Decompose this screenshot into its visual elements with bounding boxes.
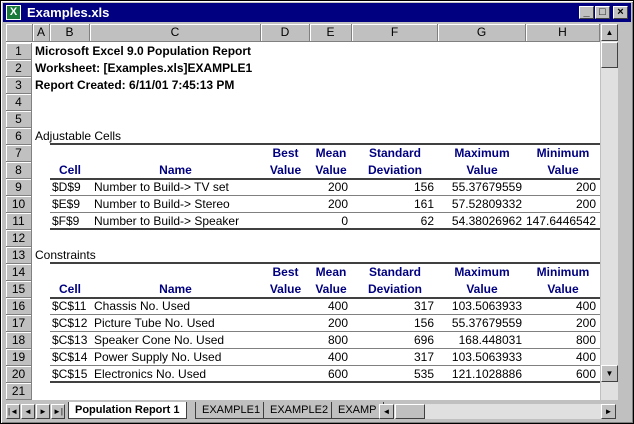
- column-header-a[interactable]: A: [33, 24, 50, 42]
- adjustable-header-top-5: Maximum: [454, 146, 510, 160]
- row-header-21[interactable]: 21: [6, 383, 32, 400]
- adjustable-cell-value[interactable]: 55.37679559: [451, 180, 522, 194]
- adjustable-cell-value[interactable]: 161: [413, 197, 434, 211]
- adjustable-header-bottom-4: Deviation: [367, 163, 422, 177]
- adjustable-cell-value[interactable]: 200: [327, 197, 348, 211]
- adjustable-header-bottom-1: Name: [159, 163, 192, 177]
- constraints-cell-value[interactable]: 800: [327, 333, 348, 347]
- first-sheet-icon[interactable]: |◄: [6, 404, 20, 419]
- constraints-cell-ref[interactable]: $C$12: [52, 316, 88, 330]
- constraints-cell-value[interactable]: 55.37679559: [451, 316, 522, 330]
- tab-examp[interactable]: EXAMP: [331, 402, 384, 419]
- adjustable-header-bottom-5: Value: [466, 163, 498, 177]
- row-header-8[interactable]: 8: [6, 162, 32, 179]
- adjustable-header-bottom-6: Value: [547, 163, 579, 177]
- adjustable-cell-name[interactable]: Number to Build-> TV set: [94, 180, 229, 194]
- column-header-b[interactable]: B: [50, 24, 90, 42]
- constraints-cell-value[interactable]: 121.1028886: [451, 367, 522, 381]
- row-header-20[interactable]: 20: [6, 366, 32, 383]
- row-header-18[interactable]: 18: [6, 332, 32, 349]
- constraints-cell-value[interactable]: 400: [327, 299, 348, 313]
- constraints-cell-value[interactable]: 400: [575, 299, 596, 313]
- title-bar[interactable]: [3, 3, 631, 22]
- constraints-header-top-5: Maximum: [454, 265, 510, 279]
- column-header-d[interactable]: D: [261, 24, 310, 42]
- maximize-button[interactable]: □: [595, 6, 610, 19]
- adjustable-cell-value[interactable]: 54.38026962: [451, 214, 522, 228]
- constraints-cell-name[interactable]: Speaker Cone No. Used: [94, 333, 225, 347]
- row-header-15[interactable]: 15: [6, 281, 32, 298]
- constraints-cell-value[interactable]: 800: [575, 333, 596, 347]
- adjustable-cell-value[interactable]: 57.52809332: [451, 197, 522, 211]
- constraints-header-top-1: [90, 264, 261, 281]
- adjustable-header-bottom-0: Cell: [58, 163, 81, 177]
- adjustable-header-top-0: [50, 145, 90, 162]
- constraints-cell-name[interactable]: Chassis No. Used: [94, 299, 191, 313]
- constraints-cell-value[interactable]: 156: [413, 316, 434, 330]
- constraints-cell-value[interactable]: 317: [413, 350, 434, 364]
- row-header-5[interactable]: 5: [6, 111, 32, 128]
- constraints-cell-value[interactable]: 317: [413, 299, 434, 313]
- constraints-cell-value[interactable]: 600: [575, 367, 596, 381]
- constraints-cell-name[interactable]: Power Supply No. Used: [94, 350, 222, 364]
- close-button[interactable]: ×: [613, 6, 628, 19]
- adjustable-header-top-1: [90, 145, 261, 162]
- adjustable-cell-value[interactable]: 200: [327, 180, 348, 194]
- adjustable-cell-value[interactable]: 147.6446542: [526, 214, 597, 228]
- constraints-cell-value[interactable]: 400: [327, 350, 348, 364]
- constraints-cell-name[interactable]: Picture Tube No. Used: [94, 316, 215, 330]
- last-sheet-icon[interactable]: ►|: [51, 404, 65, 419]
- constraints-header-top-4: Standard: [368, 265, 421, 279]
- adjustable-cell-value[interactable]: 200: [575, 180, 596, 194]
- constraints-cell-ref[interactable]: $C$13: [52, 333, 88, 347]
- column-header-c[interactable]: C: [90, 24, 261, 42]
- adjustable-cell-value[interactable]: 156: [413, 180, 434, 194]
- constraints-header-bottom-5: Value: [466, 282, 498, 296]
- constraints-bottom-rule: [50, 381, 600, 383]
- row-header-4[interactable]: 4: [6, 94, 32, 111]
- adjustable-header-top-6: Minimum: [536, 146, 590, 160]
- vertical-scrollbar[interactable]: [601, 24, 618, 400]
- adjustable-cell-name[interactable]: Number to Build-> Stereo: [94, 197, 230, 211]
- scroll-right-icon[interactable]: ►: [601, 404, 616, 419]
- constraints-cell-value[interactable]: 600: [327, 367, 348, 381]
- adjustable-header-top-4: Standard: [368, 146, 421, 160]
- row-header-14[interactable]: 14: [6, 264, 32, 281]
- row-header-16[interactable]: 16: [6, 298, 32, 315]
- constraints-cell-value[interactable]: 168.448031: [458, 333, 522, 347]
- adjustable-cell-ref[interactable]: $E$9: [52, 197, 81, 211]
- adjustable-header-bottom-3: Value: [315, 163, 347, 177]
- adjustable-cell-value[interactable]: 200: [575, 197, 596, 211]
- scroll-down-icon[interactable]: ▼: [601, 365, 618, 382]
- row-header-17[interactable]: 17: [6, 315, 32, 332]
- constraints-cell-ref[interactable]: $C$15: [52, 367, 88, 381]
- constraints-header-bottom-6: Value: [547, 282, 579, 296]
- prev-sheet-icon[interactable]: ◄: [21, 404, 35, 419]
- constraints-cell-value[interactable]: 200: [575, 316, 596, 330]
- row-header-2[interactable]: 2: [6, 60, 32, 77]
- adjustable-bottom-rule: [50, 228, 600, 230]
- constraints-section-title: Constraints: [35, 248, 96, 262]
- row-header-13[interactable]: 13: [6, 247, 32, 264]
- adjustable-cell-value[interactable]: 0: [341, 214, 348, 228]
- row-header-9[interactable]: 9: [6, 179, 32, 196]
- adjustable-cell-ref[interactable]: $F$9: [52, 214, 80, 228]
- column-header-g[interactable]: G: [438, 24, 526, 42]
- report-title: Microsoft Excel 9.0 Population Report: [35, 44, 252, 58]
- minimize-button[interactable]: _: [579, 6, 594, 19]
- constraints-header-bottom-4: Deviation: [367, 282, 422, 296]
- constraints-header-bottom-1: Name: [159, 282, 192, 296]
- hscroll-thumb[interactable]: [395, 404, 425, 419]
- constraints-cell-name[interactable]: Electronics No. Used: [94, 367, 207, 381]
- row-header-1[interactable]: 1: [6, 43, 32, 60]
- window-title: Examples.xls: [27, 5, 110, 20]
- tab-example2[interactable]: EXAMPLE2: [263, 402, 335, 419]
- scroll-thumb[interactable]: [601, 42, 618, 68]
- next-sheet-icon[interactable]: ►: [36, 404, 50, 419]
- tab-population-report-1[interactable]: Population Report 1: [68, 402, 187, 419]
- column-header-h[interactable]: H: [526, 24, 600, 42]
- constraints-cell-value[interactable]: 103.5063933: [451, 299, 522, 313]
- constraints-header-bottom-2: Value: [269, 282, 302, 296]
- constraints-header-bottom-0: Cell: [58, 282, 81, 296]
- column-header-f[interactable]: F: [352, 24, 438, 42]
- adjustable-header-top-3: Mean: [315, 146, 347, 160]
- adjustable-cell-value[interactable]: 62: [420, 214, 434, 228]
- row-header-6[interactable]: 6: [6, 128, 32, 145]
- excel-icon[interactable]: X: [6, 5, 21, 20]
- horizontal-scrollbar[interactable]: [379, 404, 616, 419]
- scroll-up-icon[interactable]: ▲: [601, 24, 618, 41]
- adjustable-cell-ref[interactable]: $D$9: [52, 180, 81, 194]
- adjustable-header-top-2: Best: [272, 146, 299, 160]
- worksheet-grid[interactable]: [6, 24, 600, 400]
- constraints-cell-ref[interactable]: $C$14: [52, 350, 88, 364]
- adjustable-header-bottom-2: Value: [269, 163, 302, 177]
- row-header-11[interactable]: 11: [6, 213, 32, 230]
- constraints-cell-value[interactable]: 535: [413, 367, 434, 381]
- constraints-header-top-0: [50, 264, 90, 281]
- constraints-header-top-2: Best: [272, 265, 299, 279]
- select-all-corner[interactable]: [6, 24, 33, 42]
- row-header-12[interactable]: 12: [6, 230, 32, 247]
- row-header-3[interactable]: 3: [6, 77, 32, 94]
- row-header-10[interactable]: 10: [6, 196, 32, 213]
- constraints-header-top-3: Mean: [315, 265, 347, 279]
- constraints-cell-value[interactable]: 400: [575, 350, 596, 364]
- constraints-cell-value[interactable]: 103.5063933: [451, 350, 522, 364]
- constraints-cell-value[interactable]: 696: [413, 333, 434, 347]
- constraints-header-top-6: Minimum: [536, 265, 590, 279]
- column-header-e[interactable]: E: [310, 24, 352, 42]
- sheet-tab-bar: [6, 402, 618, 421]
- adjustable-cell-name[interactable]: Number to Build-> Speaker: [94, 214, 240, 228]
- constraints-header-bottom-3: Value: [315, 282, 347, 296]
- row-header-19[interactable]: 19: [6, 349, 32, 366]
- row-header-7[interactable]: 7: [6, 145, 32, 162]
- scroll-left-icon[interactable]: ◄: [379, 404, 394, 419]
- adjustable-section-title: Adjustable Cells: [35, 129, 122, 143]
- tab-example1[interactable]: EXAMPLE1: [195, 402, 267, 419]
- report-worksheet: Worksheet: [Examples.xls]EXAMPLE1: [35, 61, 253, 75]
- report-created: Report Created: 6/11/01 7:45:13 PM: [35, 78, 235, 92]
- constraints-cell-ref[interactable]: $C$11: [52, 299, 87, 313]
- constraints-cell-value[interactable]: 200: [327, 316, 348, 330]
